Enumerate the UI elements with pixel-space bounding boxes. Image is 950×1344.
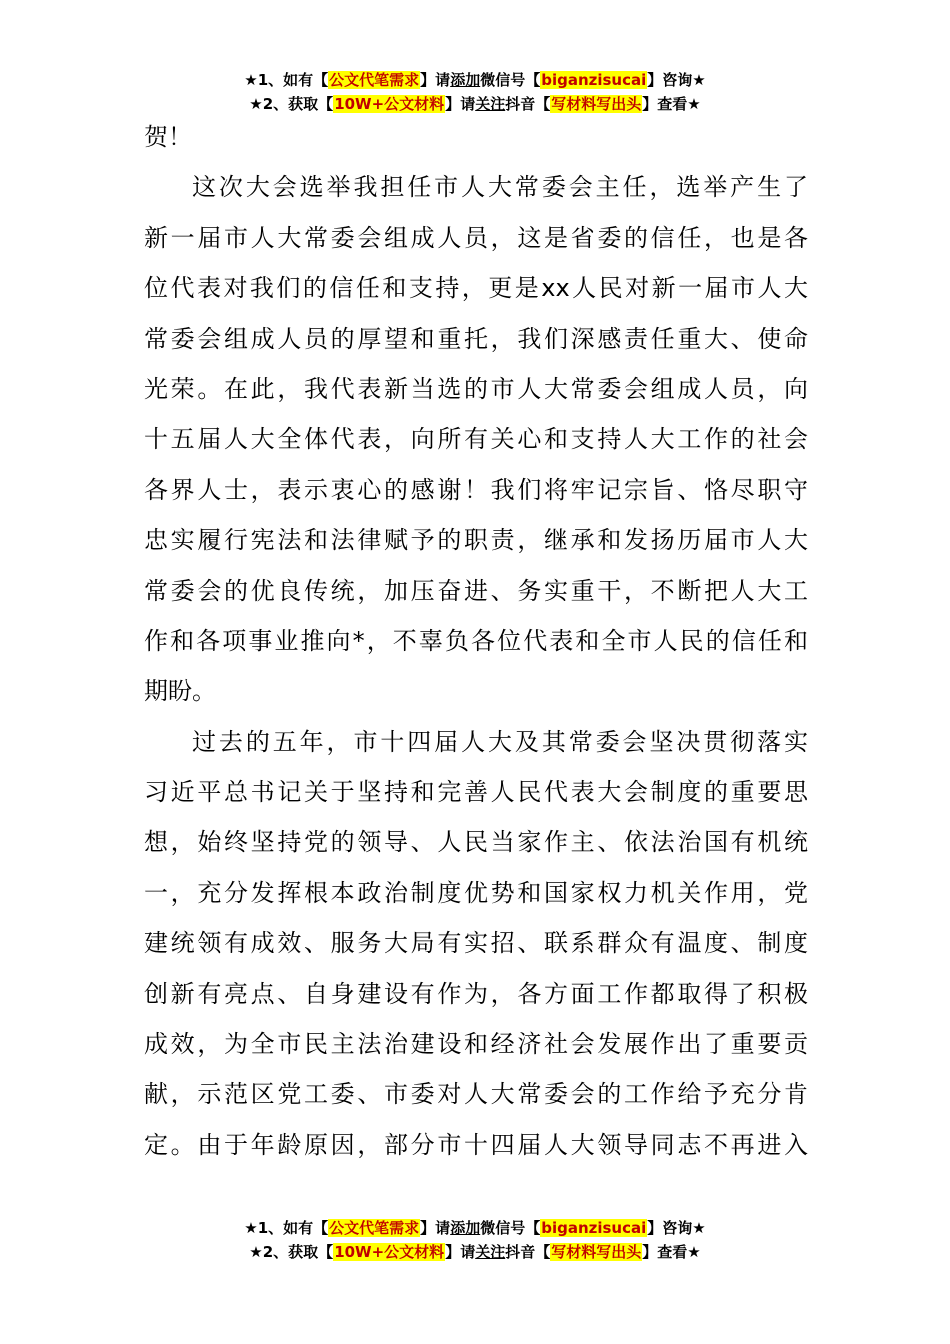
banner-highlight: biganzisucai — [541, 71, 647, 89]
banner-text: ★2、获取【 — [249, 1243, 334, 1261]
banner-highlight: 公文代笔需求 — [329, 1219, 420, 1237]
banner-text: 】请 — [420, 71, 451, 89]
text-line: 想，始终坚持党的领导、人民当家作主、依法治国有机统 — [144, 828, 808, 857]
banner-text: 】请 — [445, 95, 476, 113]
text-line: 期盼。 — [144, 677, 216, 706]
banner-text: ★2、获取【 — [249, 95, 334, 113]
banner-highlight: biganzisucai — [541, 1219, 647, 1237]
text-line: 贺！ — [144, 123, 192, 151]
banner-underline: 关注 — [475, 95, 506, 113]
banner-text: ★1、如有【 — [244, 71, 329, 89]
text-line: 一，充分发挥根本政治制度优势和国家权力机关作用，党 — [144, 878, 808, 907]
text-line: 十五届人大全体代表，向所有关心和支持人大工作的社会 — [144, 425, 808, 454]
footer-banner — [0, 1216, 950, 1264]
text-line: 成效，为全市民主法治建设和经济社会发展作出了重要贡 — [144, 1030, 808, 1059]
text-line: 过去的五年，市十四届人大及其常委会坚决贯彻落实 — [192, 727, 808, 756]
banner-text: 】请 — [420, 1219, 451, 1237]
banner-line-1 — [0, 1216, 950, 1240]
banner-highlight: 写材料写出头 — [551, 1243, 642, 1261]
banner-highlight: 10W+公文材料 — [334, 95, 445, 113]
text-line: 作和各项事业推向*，不辜负各位代表和全市人民的信任和 — [144, 626, 808, 655]
banner-highlight: 公文代笔需求 — [329, 71, 420, 89]
text-line: 常委会的优良传统，加压奋进、务实重干，不断把人大工 — [144, 576, 808, 605]
banner-text: 微信号【 — [480, 1219, 541, 1237]
banner-text: 】查看★ — [642, 95, 701, 113]
banner-text: ★1、如有【 — [244, 1219, 329, 1237]
banner-text: 抖音【 — [505, 95, 551, 113]
header-banner — [0, 68, 950, 116]
banner-underline: 添加 — [450, 1219, 481, 1237]
banner-underline: 关注 — [475, 1243, 506, 1261]
text-line: 建统领有成效、服务大局有实招、联系群众有温度、制度 — [144, 929, 808, 958]
banner-underline: 添加 — [450, 71, 481, 89]
text-line: 这次大会选举我担任市人大常委会主任，选举产生了 — [192, 173, 808, 202]
banner-text: 】咨询★ — [647, 1219, 706, 1237]
text-line: 习近平总书记关于坚持和完善人民代表大会制度的重要思 — [144, 778, 808, 807]
text-line: 常委会组成人员的厚望和重托，我们深感责任重大、使命 — [144, 324, 808, 353]
banner-highlight: 10W+公文材料 — [334, 1243, 445, 1261]
text-line: 位代表对我们的信任和支持，更是xx人民对新一届市人大 — [144, 274, 808, 303]
text-line: 光荣。在此，我代表新当选的市人大常委会组成人员，向 — [144, 374, 808, 403]
banner-highlight: 写材料写出头 — [551, 95, 642, 113]
banner-text: 】请 — [445, 1243, 476, 1261]
banner-text: 抖音【 — [505, 1243, 551, 1261]
document-body — [144, 112, 808, 1170]
banner-text: 】咨询★ — [647, 71, 706, 89]
text-line: 定。由于年龄原因，部分市十四届人大领导同志不再进入 — [144, 1130, 808, 1159]
text-line: 创新有亮点、自身建设有作为，各方面工作都取得了积极 — [144, 979, 808, 1008]
banner-line-2 — [0, 1240, 950, 1264]
banner-text: 】查看★ — [642, 1243, 701, 1261]
banner-line-1 — [0, 68, 950, 92]
text-line: 新一届市人大常委会组成人员，这是省委的信任，也是各 — [144, 223, 808, 252]
banner-text: 微信号【 — [480, 71, 541, 89]
text-line: 忠实履行宪法和法律赋予的职责，继承和发扬历届市人大 — [144, 526, 808, 555]
text-line: 各界人士，表示衷心的感谢！我们将牢记宗旨、恪尽职守 — [144, 475, 808, 504]
text-line: 献，示范区党工委、市委对人大常委会的工作给予充分肯 — [144, 1080, 808, 1109]
